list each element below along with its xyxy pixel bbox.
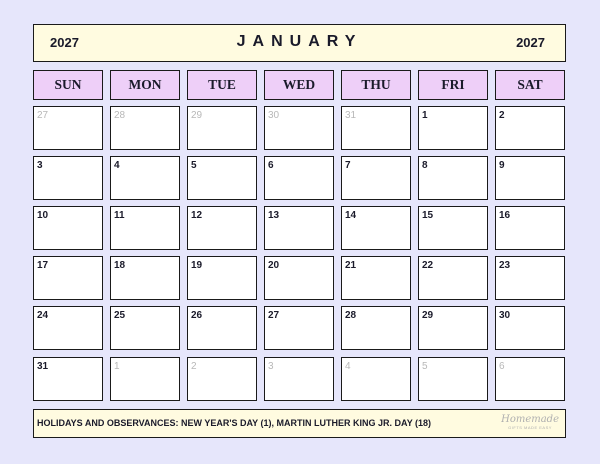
weekday-sun: SUN bbox=[33, 70, 103, 100]
day-cell bbox=[264, 206, 334, 250]
day-cell bbox=[33, 306, 103, 350]
day-number: 27 bbox=[37, 110, 49, 121]
day-number: 28 bbox=[114, 110, 126, 121]
day-number: 19 bbox=[191, 260, 203, 271]
day-number: 4 bbox=[345, 361, 351, 372]
day-number: 16 bbox=[499, 210, 511, 221]
day-cell bbox=[187, 357, 257, 401]
day-number: 26 bbox=[191, 310, 203, 321]
day-cell bbox=[341, 156, 411, 200]
day-cell bbox=[495, 256, 565, 300]
day-number: 7 bbox=[345, 160, 351, 171]
day-cell bbox=[264, 106, 334, 150]
day-number: 30 bbox=[499, 310, 511, 321]
day-number: 5 bbox=[422, 361, 428, 372]
day-cell bbox=[110, 106, 180, 150]
weekday-sat: SAT bbox=[495, 70, 565, 100]
day-number: 10 bbox=[37, 210, 49, 221]
logo-tagline: GIFTS MADE EASY bbox=[508, 425, 552, 430]
day-cell bbox=[33, 106, 103, 150]
day-number: 20 bbox=[268, 260, 280, 271]
day-number: 31 bbox=[345, 110, 357, 121]
day-number: 18 bbox=[114, 260, 126, 271]
year-left: 2027 bbox=[50, 35, 79, 50]
logo-wordmark: Homemade bbox=[501, 414, 559, 425]
holidays-footer bbox=[33, 409, 566, 438]
weekday-wed: WED bbox=[264, 70, 334, 100]
day-cell bbox=[187, 106, 257, 150]
day-number: 28 bbox=[345, 310, 357, 321]
day-cell bbox=[110, 256, 180, 300]
day-cell bbox=[418, 206, 488, 250]
day-cell bbox=[187, 156, 257, 200]
day-cell bbox=[341, 306, 411, 350]
weekday-fri: FRI bbox=[418, 70, 488, 100]
day-number: 11 bbox=[114, 210, 125, 221]
day-cell bbox=[187, 256, 257, 300]
day-cell bbox=[495, 306, 565, 350]
day-cell bbox=[264, 357, 334, 401]
weekday-tue: TUE bbox=[187, 70, 257, 100]
day-cell bbox=[418, 156, 488, 200]
day-number: 25 bbox=[114, 310, 126, 321]
day-cell bbox=[110, 206, 180, 250]
day-cell bbox=[33, 156, 103, 200]
day-number: 6 bbox=[268, 160, 274, 171]
year-right: 2027 bbox=[516, 35, 545, 50]
day-cell bbox=[495, 156, 565, 200]
day-cell bbox=[341, 357, 411, 401]
day-cell bbox=[33, 256, 103, 300]
brand-logo bbox=[501, 415, 559, 431]
day-cell bbox=[110, 357, 180, 401]
day-number: 23 bbox=[499, 260, 511, 271]
month-title: JANUARY bbox=[236, 33, 363, 50]
day-number: 5 bbox=[191, 160, 197, 171]
day-cell bbox=[341, 106, 411, 150]
day-number: 9 bbox=[499, 160, 505, 171]
day-number: 3 bbox=[37, 160, 43, 171]
day-cell bbox=[341, 206, 411, 250]
day-number: 13 bbox=[268, 210, 280, 221]
day-number: 29 bbox=[191, 110, 203, 121]
day-cell bbox=[33, 206, 103, 250]
day-number: 1 bbox=[114, 361, 120, 372]
day-number: 31 bbox=[37, 361, 49, 372]
day-cell bbox=[33, 357, 103, 401]
day-cell bbox=[418, 106, 488, 150]
weekday-thu: THU bbox=[341, 70, 411, 100]
day-cell bbox=[264, 306, 334, 350]
day-cell bbox=[110, 306, 180, 350]
day-number: 2 bbox=[499, 110, 505, 121]
day-cell bbox=[418, 306, 488, 350]
day-number: 27 bbox=[268, 310, 280, 321]
day-number: 8 bbox=[422, 160, 428, 171]
day-cell bbox=[187, 206, 257, 250]
day-cell bbox=[187, 306, 257, 350]
day-cell bbox=[264, 156, 334, 200]
day-number: 30 bbox=[268, 110, 280, 121]
holidays-note: HOLIDAYS AND OBSERVANCES: NEW YEAR'S DAY (1), MARTIN LUTHER KING JR. DAY (18) bbox=[37, 418, 432, 428]
day-cell bbox=[418, 256, 488, 300]
day-number: 6 bbox=[499, 361, 505, 372]
day-number: 24 bbox=[37, 310, 49, 321]
day-cell bbox=[341, 256, 411, 300]
day-number: 17 bbox=[37, 260, 49, 271]
day-number: 22 bbox=[422, 260, 434, 271]
day-cell bbox=[418, 357, 488, 401]
day-number: 15 bbox=[422, 210, 434, 221]
day-number: 21 bbox=[345, 260, 357, 271]
day-number: 14 bbox=[345, 210, 357, 221]
day-number: 2 bbox=[191, 361, 197, 372]
day-number: 29 bbox=[422, 310, 434, 321]
day-cell bbox=[495, 206, 565, 250]
day-cell bbox=[264, 256, 334, 300]
day-number: 12 bbox=[191, 210, 203, 221]
calendar-header bbox=[33, 24, 566, 62]
day-number: 4 bbox=[114, 160, 120, 171]
day-number: 1 bbox=[422, 110, 428, 121]
day-cell bbox=[110, 156, 180, 200]
weekday-mon: MON bbox=[110, 70, 180, 100]
day-cell bbox=[495, 357, 565, 401]
day-number: 3 bbox=[268, 361, 274, 372]
day-cell bbox=[495, 106, 565, 150]
